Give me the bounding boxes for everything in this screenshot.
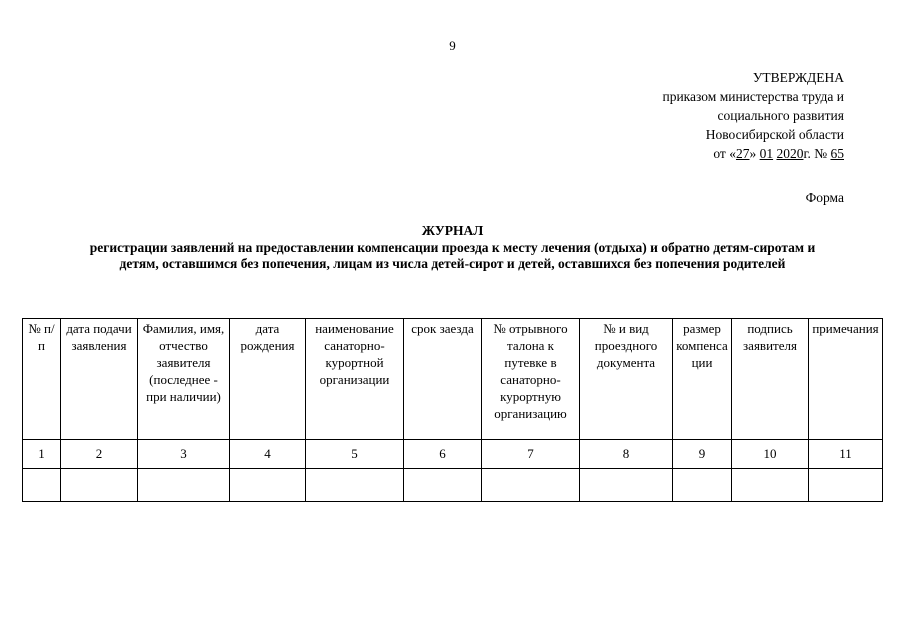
approval-day: 27 (735, 146, 750, 161)
column-header: Фамилия, имя, отчество заявителя (последнее - при наличии) (138, 319, 230, 440)
table-cell (306, 469, 404, 502)
approval-line-3: Новосибирской области (705, 127, 844, 142)
column-header: подпись заявителя (732, 319, 809, 440)
approval-month: 01 (759, 146, 774, 161)
column-number: 6 (404, 440, 482, 469)
table-row (23, 469, 883, 502)
approval-title: УТВЕРЖДЕНА (752, 70, 844, 85)
form-label: Форма (805, 190, 844, 205)
approval-line-2: социального развития (717, 108, 844, 123)
column-header: дата рождения (230, 319, 306, 440)
table-cell (482, 469, 580, 502)
column-number: 1 (23, 440, 61, 469)
approval-number: 65 (830, 146, 844, 161)
column-number: 8 (580, 440, 673, 469)
table-cell (61, 469, 138, 502)
approval-date-line (662, 144, 844, 163)
table-header-row (23, 319, 883, 440)
column-number: 4 (230, 440, 306, 469)
column-header: срок заезда (404, 319, 482, 440)
table-cell (580, 469, 673, 502)
page-number: 9 (449, 38, 456, 53)
column-number: 10 (732, 440, 809, 469)
column-header: наименование санаторно-курортной организации (306, 319, 404, 440)
journal-table (22, 318, 883, 502)
column-header: № отрывного талона к путевке в санаторно-курортную организацию (482, 319, 580, 440)
column-number-row (23, 440, 883, 469)
column-number: 3 (138, 440, 230, 469)
approval-stamp-block (662, 68, 844, 163)
column-header: размер компенсации (673, 319, 732, 440)
journal-title: ЖУРНАЛ (421, 223, 484, 238)
table-cell (23, 469, 61, 502)
table-cell (673, 469, 732, 502)
column-number: 7 (482, 440, 580, 469)
approval-year: 2020 (776, 146, 804, 161)
table-cell (404, 469, 482, 502)
table-cell (732, 469, 809, 502)
column-number: 5 (306, 440, 404, 469)
column-header: дата подачи заявления (61, 319, 138, 440)
date-prefix: от « (713, 146, 736, 161)
table-cell (809, 469, 883, 502)
number-prefix: г. № (803, 146, 831, 161)
column-number: 11 (809, 440, 883, 469)
column-header: № п/п (23, 319, 61, 440)
approval-line-1: приказом министерства труда и (662, 89, 844, 104)
column-header: примечания (809, 319, 883, 440)
column-number: 9 (673, 440, 732, 469)
date-mid: » (749, 146, 760, 161)
column-header: № и вид проездного документа (580, 319, 673, 440)
column-number: 2 (61, 440, 138, 469)
journal-subtitle: регистрации заявлений на предоставлении компенсации проезда к месту лечения (отдыха) и обратно детям-сиротам и детям, оставшимся без попечения, лицам из числа детей-сирот и детей, оставшихся без попечения родителей (89, 239, 816, 271)
document-heading (70, 223, 835, 273)
table-cell (230, 469, 306, 502)
table-cell (138, 469, 230, 502)
